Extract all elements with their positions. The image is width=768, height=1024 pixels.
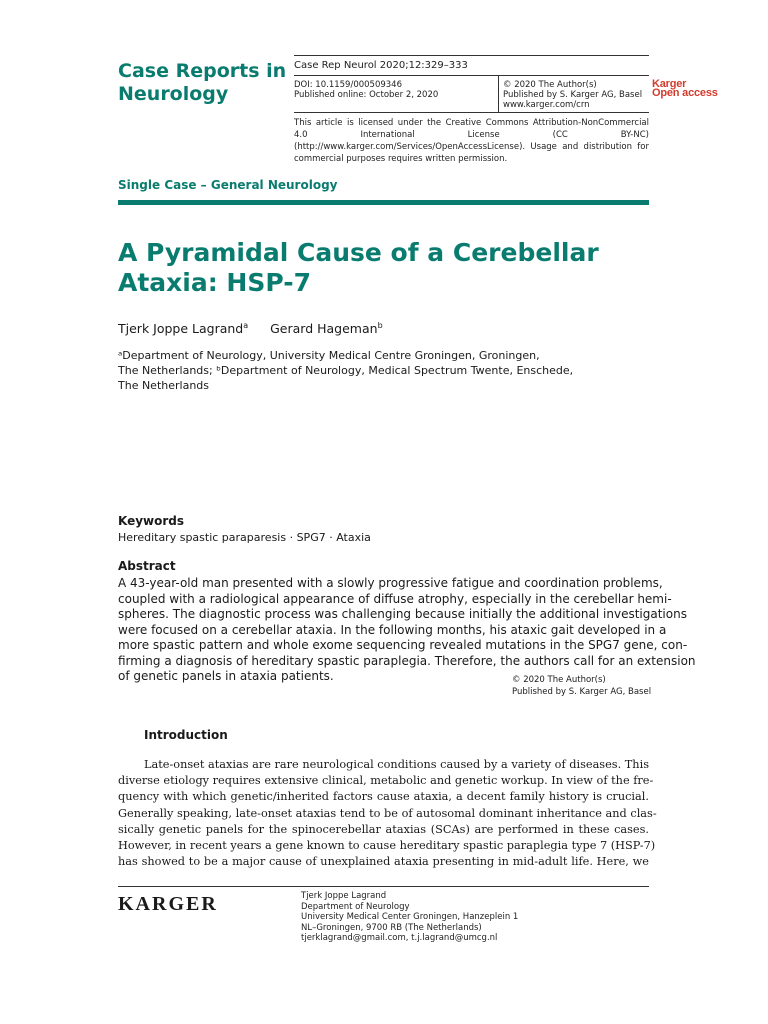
affiliation-line: The Netherlands; ᵇDepartment of Neurology, Medical Spectrum Twente, Enschede,: [118, 364, 574, 377]
correspondence-email[interactable]: tjerklagrand@gmail.com, t.j.lagrand@umcg.nl: [301, 933, 498, 943]
abstract-line: more spastic pattern and whole exome sequencing revealed mutations in the SPG7 gene, con-: [118, 638, 688, 652]
author-name: Gerard Hageman: [270, 321, 378, 337]
karger-open-access-logo: [652, 80, 718, 98]
header-divider: [498, 76, 499, 112]
category-rule: [118, 200, 649, 205]
affiliations: [118, 348, 573, 393]
abstract-line: firming a diagnosis of hereditary spastic paraplegia. Therefore, the authors call for an extension: [118, 653, 696, 668]
journal-name: [118, 60, 286, 106]
abstract-copyright-line1: © 2020 The Author(s): [512, 675, 606, 685]
karger-logo: KARGER: [118, 893, 218, 915]
title-line2: Ataxia: HSP-7: [118, 268, 312, 297]
keywords-heading: Keywords: [118, 514, 185, 528]
abstract-copyright: [512, 674, 651, 698]
abstract-line: of genetic panels in ataxia patients.: [118, 669, 334, 683]
author-list: [118, 321, 383, 336]
keywords-text: Hereditary spastic paraparesis · SPG7 · Ataxia: [118, 531, 371, 544]
header-bottom-rule: [294, 112, 649, 113]
copyright-line2: Published by S. Karger AG, Basel: [503, 90, 643, 100]
intro-line: has showed to be a major cause of unexplained ataxia presenting in mid-adult life. Here, we: [118, 855, 649, 869]
intro-line: sically genetic panels for the spinocerebellar ataxias (SCAs) are performed in these cases.: [118, 822, 649, 836]
correspondence-line: University Medical Center Groningen, Hanzeplein 1: [301, 912, 519, 922]
footer-rule: [118, 886, 649, 887]
article-category: Single Case – General Neurology: [118, 178, 338, 192]
copyright-line1: © 2020 The Author(s): [503, 80, 597, 90]
doi: DOI: 10.1159/000509346: [294, 80, 402, 90]
article-title: [118, 238, 599, 298]
title-line1: A Pyramidal Cause of a Cerebellar: [118, 238, 599, 267]
badge-line2: Open access: [652, 87, 718, 99]
author-affiliation-mark: b: [377, 321, 383, 330]
correspondence-line: Tjerk Joppe Lagrand: [301, 891, 387, 901]
abstract-line: coupled with a radiological appearance of diffuse atrophy, especially in the cerebellar hemi-: [118, 591, 672, 606]
header-top-rule: [294, 55, 649, 56]
author-name: Tjerk Joppe Lagrand: [118, 321, 244, 337]
intro-line: quency with which genetic/inherited factors cause ataxia, a decent family history is crucial.: [118, 790, 649, 804]
affiliation-line: The Netherlands: [118, 379, 210, 392]
abstract-line: A 43-year-old man presented with a slowly progressive fatigue and coordination problems,: [118, 576, 663, 590]
correspondence-line: NL–Groningen, 9700 RB (The Netherlands): [301, 922, 482, 933]
journal-name-line2: Neurology: [118, 83, 229, 105]
license-notice: This article is licensed under the Creative Commons Attribution-NonCommercial 4.0 International License (CC BY-NC) (http://www.karger.com/Services/OpenAccessLicense). Usage and distribution for commercial purposes requires written permission.: [294, 118, 649, 164]
abstract-body: [118, 576, 696, 685]
citation: Case Rep Neurol 2020;12:329–333: [294, 60, 468, 71]
intro-line: Generally speaking, late-onset ataxias tend to be of autosomal dominant inheritance and clas-: [118, 806, 657, 820]
author-affiliation-mark: a: [243, 321, 249, 330]
introduction-heading: Introduction: [144, 728, 228, 742]
affiliation-line: ᵃDepartment of Neurology, University Medical Centre Groningen, Groningen,: [118, 349, 540, 362]
header-mid-rule: [294, 75, 649, 76]
introduction-body: [118, 757, 657, 870]
journal-url[interactable]: www.karger.com/crn: [503, 100, 590, 110]
correspondence-line: Department of Neurology: [301, 901, 410, 912]
journal-name-line1: Case Reports in: [118, 60, 287, 82]
published-online: Published online: October 2, 2020: [294, 90, 439, 100]
abstract-line: spheres. The diagnostic process was challenging because initially the additional investigations: [118, 607, 687, 621]
correspondence-block: [301, 891, 518, 944]
intro-line: However, in recent years a gene known to cause hereditary spastic paraplegia type 7 (HSP-7): [118, 839, 656, 853]
badge-line1: Karger: [652, 78, 687, 90]
intro-line: diverse etiology requires extensive clinical, metabolic and genetic workup. In view of the fre-: [118, 774, 654, 788]
abstract-line: were focused on a cerebellar ataxia. In the following months, his ataxic gait developed in a: [118, 622, 667, 637]
intro-line: Late-onset ataxias are rare neurological conditions caused by a variety of diseases. This: [144, 758, 649, 771]
abstract-copyright-line2: Published by S. Karger AG, Basel: [512, 687, 652, 697]
abstract-heading: Abstract: [118, 559, 176, 573]
